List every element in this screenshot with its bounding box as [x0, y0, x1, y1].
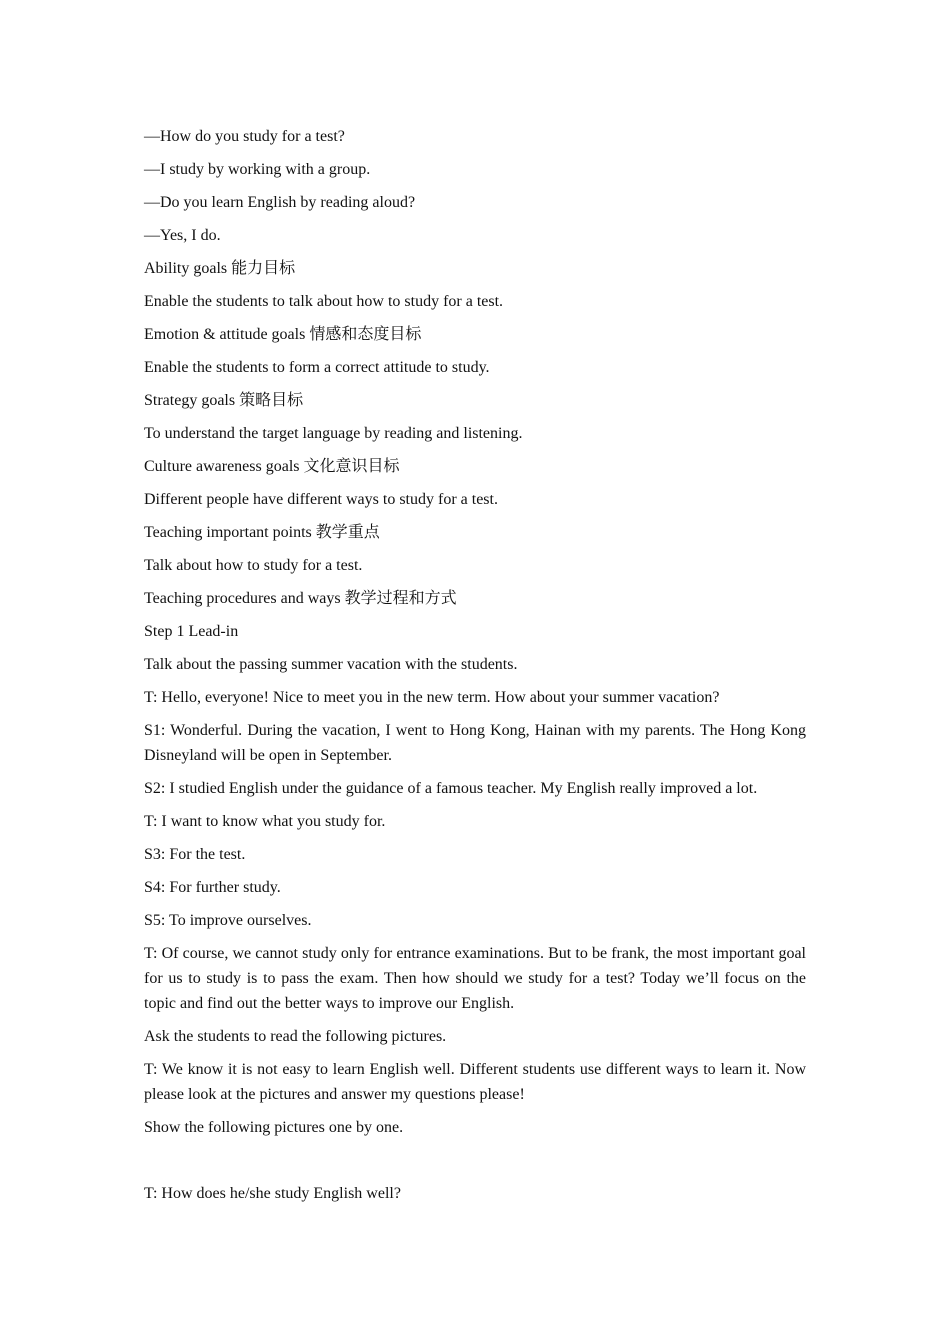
dialogue-line: T: I want to know what you study for. — [144, 813, 386, 830]
section-heading: Strategy goals 策略目标 — [144, 392, 304, 409]
dialogue-line: T: How does he/she study English well? — [144, 1185, 401, 1202]
dialogue-line: T: Hello, everyone! Nice to meet you in the new term. How about your summer vacation? — [144, 689, 720, 706]
paragraph: To understand the target language by reading and listening. — [144, 425, 523, 442]
dialogue-line: —Do you learn English by reading aloud? — [144, 194, 416, 211]
dialogue-line: —Yes, I do. — [144, 227, 221, 244]
section-heading: Ability goals 能力目标 — [144, 260, 296, 277]
paragraph: Talk about the passing summer vacation with the students. — [144, 656, 518, 673]
paragraph: Different people have different ways to study for a test. — [144, 491, 498, 508]
dialogue-line: S3: For the test. — [144, 846, 246, 863]
paragraph: Ask the students to read the following pictures. — [144, 1028, 447, 1045]
document-body — [144, 124, 806, 1214]
section-heading: Emotion & attitude goals 情感和态度目标 — [144, 326, 422, 343]
paragraph: Enable the students to form a correct attitude to study. — [144, 359, 490, 376]
dialogue-line: —How do you study for a test? — [144, 128, 345, 145]
picture-placeholder-gap — [144, 1148, 806, 1181]
dialogue-line: S2: I studied English under the guidance of a famous teacher. My English really improved a lot. — [144, 780, 758, 797]
dialogue-line: —I study by working with a group. — [144, 161, 371, 178]
section-heading: Teaching important points 教学重点 — [144, 524, 380, 541]
paragraph: Show the following pictures one by one. — [144, 1119, 404, 1136]
section-heading: Teaching procedures and ways 教学过程和方式 — [144, 590, 457, 607]
dialogue-line: S1: Wonderful. During the vacation, I went to Hong Kong, Hainan with my parents. The Hong Kong Disneyland will be open in September. — [144, 722, 806, 764]
section-heading: Culture awareness goals 文化意识目标 — [144, 458, 400, 475]
dialogue-line: T: We know it is not easy to learn English well. Different students use different ways to learn it. Now please look at the pictures and answer my questions please! — [144, 1061, 806, 1103]
paragraph: Enable the students to talk about how to study for a test. — [144, 293, 504, 310]
paragraph: Talk about how to study for a test. — [144, 557, 363, 574]
dialogue-line: S5: To improve ourselves. — [144, 912, 312, 929]
dialogue-line: S4: For further study. — [144, 879, 281, 896]
dialogue-line: T: Of course, we cannot study only for entrance examinations. But to be frank, the most important goal for us to study is to pass the exam. Then how should we study for a test? Today we’ll focus on the topic and find out the better ways to improve our English. — [144, 945, 806, 1012]
step-heading: Step 1 Lead-in — [144, 623, 239, 640]
